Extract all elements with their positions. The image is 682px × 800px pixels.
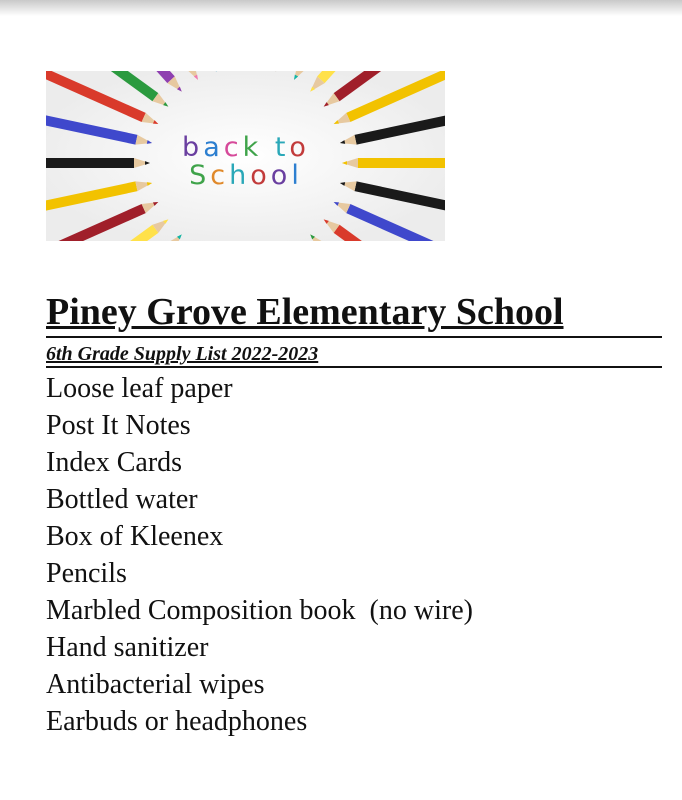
supply-item: Marbled Composition book (no wire) — [46, 595, 473, 626]
subtitle-underline-rule — [46, 366, 662, 368]
school-title: Piney Grove Elementary School — [46, 291, 564, 333]
supply-item: Pencils — [46, 558, 127, 589]
supply-item: Antibacterial wipes — [46, 669, 265, 700]
title-underline-rule — [46, 336, 662, 338]
supply-list-subtitle: 6th Grade Supply List 2022-2023 — [46, 343, 319, 365]
supply-item: Loose leaf paper — [46, 373, 233, 404]
supply-item: Index Cards — [46, 447, 183, 478]
supply-item: Hand sanitizer — [46, 632, 209, 663]
supply-item: Post It Notes — [46, 410, 191, 441]
supply-list — [46, 370, 473, 740]
supply-item: Earbuds or headphones — [46, 706, 308, 737]
colored-pencils-illustration — [46, 71, 445, 241]
supply-item: Box of Kleenex — [46, 521, 224, 552]
supply-item: Bottled water — [46, 484, 198, 515]
banner-text-line1: back to — [182, 132, 310, 163]
banner-text-line2: School — [189, 160, 303, 191]
top-shadow — [0, 0, 682, 16]
back-to-school-banner — [46, 71, 445, 241]
